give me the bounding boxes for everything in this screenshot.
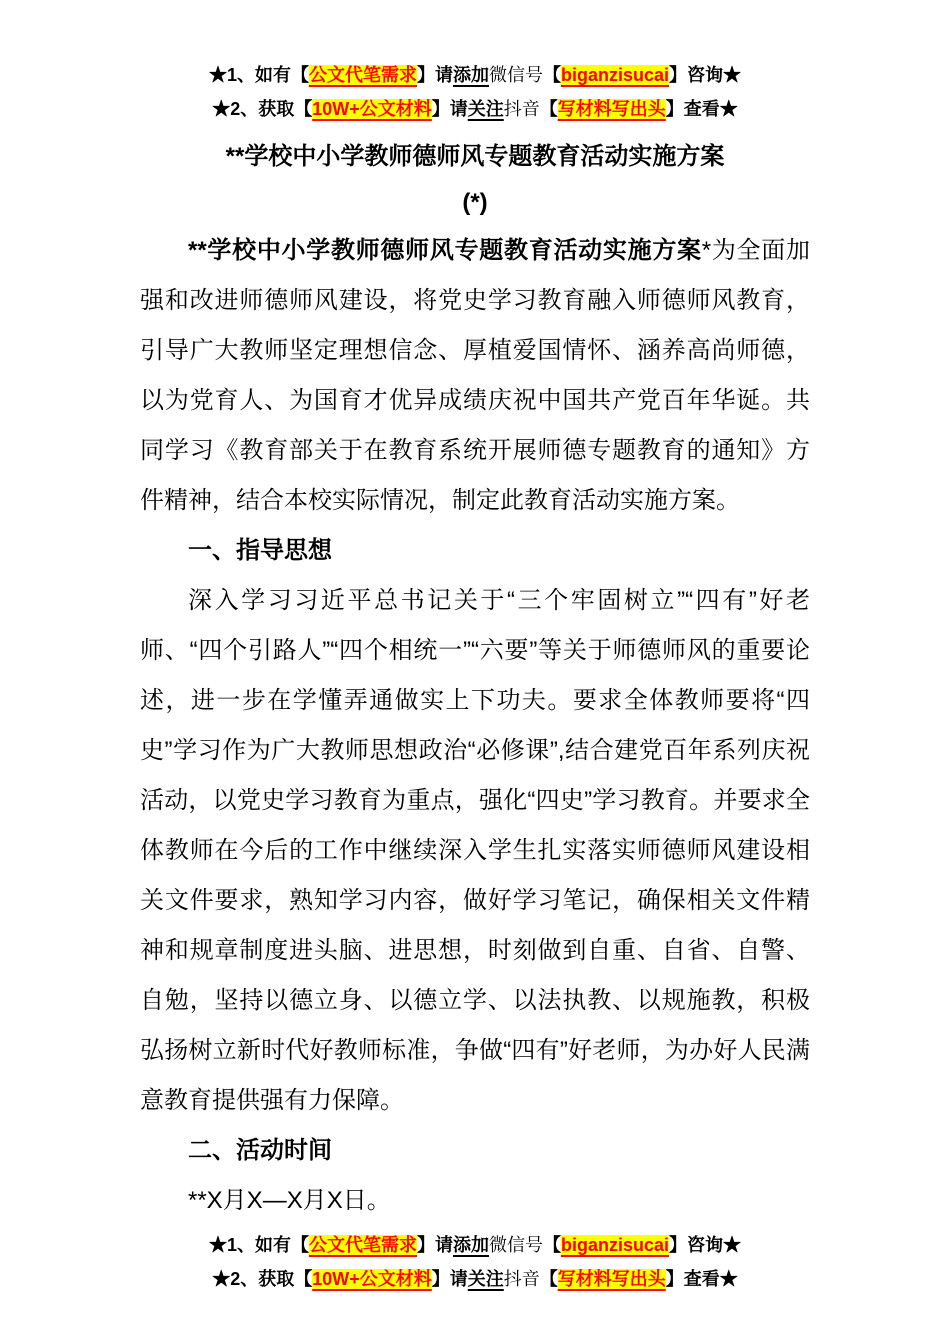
- promo-segment: 添加: [452, 1235, 489, 1255]
- promo-segment: 【: [542, 1235, 561, 1255]
- paragraph-intro-lead: **学校中小学教师德师风专题教育活动实施方案: [188, 237, 702, 264]
- promo-segment: biganzisucai: [560, 65, 670, 85]
- promo-segment: 微信号: [488, 65, 543, 85]
- document-subtitle: (*): [462, 189, 488, 216]
- paragraph-intro-body: *为全面加强和改进师德师风建设，将党史学习教育融入师德师风教育，引导广大教师坚定理想信念、厚植爱国情怀、涵养高尚师德，以为党育人、为国育才优异成绩庆祝中国共产党百年华诞。共同学习《教育部关于在教育系统开展师德专题教育的通知》方件精神，结合本校实际情况，制定此教育活动实施方案。: [140, 237, 810, 514]
- promo-segment: 】请: [431, 99, 468, 119]
- promo-segment: 写材料写出头: [557, 99, 666, 119]
- section-heading-2: 二、活动时间: [188, 1137, 332, 1164]
- promo-segment: 公文代笔需求: [308, 65, 417, 85]
- promo-segment: ★2、获取【: [212, 99, 313, 119]
- promo-footer-line-2: [140, 1262, 810, 1296]
- promo-segment: 抖音: [503, 99, 540, 119]
- section-heading-1: 一、指导思想: [188, 537, 332, 564]
- paragraph-intro: [140, 226, 810, 526]
- promo-segment: 【: [539, 1269, 558, 1289]
- promo-footer: [140, 1228, 810, 1296]
- promo-segment: ★1、如有【: [208, 65, 309, 85]
- promo-segment: 公文代笔需求: [308, 1235, 417, 1255]
- promo-segment: 抖音: [503, 1269, 540, 1289]
- promo-header: [140, 58, 810, 126]
- promo-segment: 关注: [467, 99, 504, 119]
- document-title: **学校中小学教师德师风专题教育活动实施方案: [225, 143, 725, 170]
- promo-segment: biganzisucai: [560, 1235, 670, 1255]
- promo-segment: 】请: [431, 1269, 468, 1289]
- promo-segment: 关注: [467, 1269, 504, 1289]
- promo-segment: ★1、如有【: [208, 1235, 309, 1255]
- date-line: **X月X—X月X日。: [188, 1187, 391, 1214]
- paragraph-section-1: 深入学习习近平总书记关于“三个牢固树立”“四有”好老师、“四个引路人”“四个相统一”“六要”等关于师德师风的重要论述，进一步在学懂弄通做实上下功夫。要求全体教师要将“四史”学习作为广大教师思想政治“必修课”,结合建党百年系列庆祝活动，以党史学习教育为重点，强化“四史”学习教育。并要求全体教师在今后的工作中继续深入学生扎实落实师德师风建设相关文件要求，熟知学习内容，做好学习笔记，确保相关文件精神和规章制度进头脑、进思想，时刻做到自重、自省、自警、自勉，坚持以德立身、以德立学、以法执教、以规施教，积极弘扬树立新时代好教师标准，争做“四有”好老师，为办好人民满意教育提供强有力保障。: [140, 587, 810, 1114]
- promo-segment: 添加: [452, 65, 489, 85]
- promo-segment: 【: [539, 99, 558, 119]
- promo-segment: 】咨询★: [669, 65, 742, 85]
- promo-segment: 10W+公文材料: [312, 1269, 432, 1289]
- promo-header-line-2: [140, 92, 810, 126]
- promo-footer-line-1: [140, 1228, 810, 1262]
- promo-segment: 】查看★: [665, 99, 738, 119]
- promo-segment: 【: [542, 65, 561, 85]
- promo-header-line-1: [140, 58, 810, 92]
- promo-segment: 10W+公文材料: [312, 99, 432, 119]
- promo-segment: 】请: [416, 65, 453, 85]
- promo-segment: 微信号: [488, 1235, 543, 1255]
- promo-segment: 】查看★: [665, 1269, 738, 1289]
- promo-segment: ★2、获取【: [212, 1269, 313, 1289]
- promo-segment: 写材料写出头: [557, 1269, 666, 1289]
- promo-segment: 】咨询★: [669, 1235, 742, 1255]
- promo-segment: 】请: [416, 1235, 453, 1255]
